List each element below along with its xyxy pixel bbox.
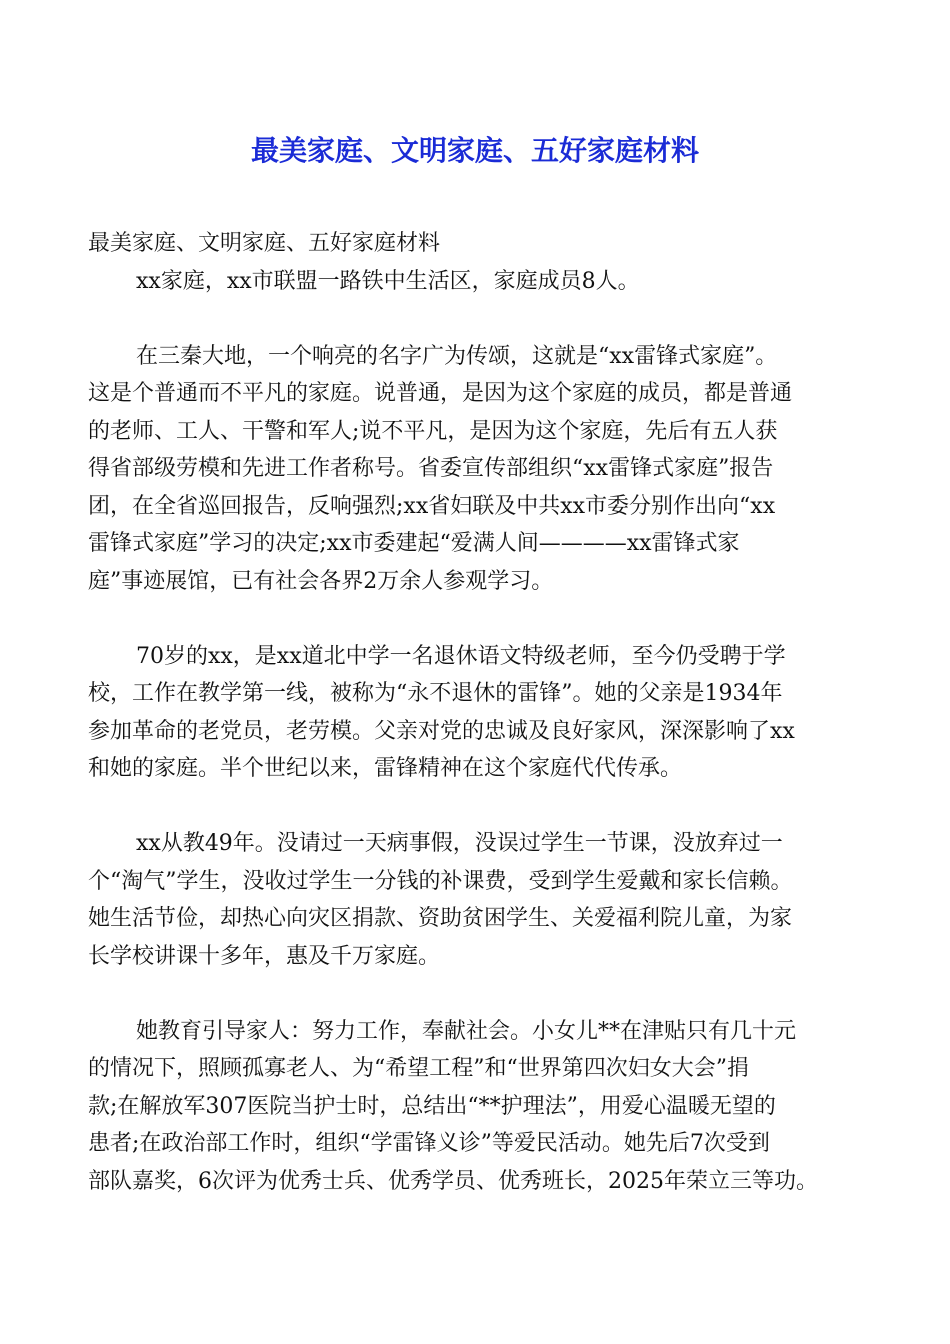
document-subtitle: 最美家庭、文明家庭、五好家庭材料: [88, 231, 441, 256]
paragraph-1: [88, 338, 868, 601]
paragraph-line: 个“淘气”学生，没收过学生一分钱的补课费，受到学生爱戴和家长信赖。: [88, 868, 793, 894]
paragraph-line: 患者;在政治部工作时，组织“学雷锋义诊”等爱民活动。她先后7次受到: [88, 1131, 770, 1156]
paragraph-line: 和她的家庭。半个世纪以来，雷锋精神在这个家庭代代传承。: [88, 756, 683, 781]
paragraph-line: xx从教49年。没请过一天病事假，没误过学生一节课，没放弃过一: [136, 831, 783, 856]
paragraph-line: 参加革命的老党员，老劳模。父亲对党的忠诚及良好家风，深深影响了xx: [88, 718, 795, 744]
paragraph-line: 雷锋式家庭”学习的决定;xx市委建起“爱满人间————xx雷锋式家: [88, 531, 740, 556]
paragraph-line: 得省部级劳模和先进工作者称号。省委宣传部组织“xx雷锋式家庭”报告: [88, 456, 774, 481]
paragraph-line: 的情况下，照顾孤寡老人、为“希望工程”和“世界第四次妇女大会”捐: [88, 1056, 749, 1081]
paragraph-line: 款;在解放军307医院当护士时，总结出“**护理法”，用爱心温暖无望的: [88, 1093, 776, 1119]
document-body: [88, 225, 868, 1200]
paragraph-line: 团，在全省巡回报告，反响强烈;xx省妇联及中共xx市委分别作出向“xx: [88, 493, 776, 519]
paragraph-4: [88, 1013, 868, 1201]
paragraph-line: 这是个普通而不平凡的家庭。说普通，是因为这个家庭的成员，都是普通: [88, 381, 793, 406]
paragraph-line: 70岁的xx，是xx道北中学一名退休语文特级老师，至今仍受聘于学: [136, 643, 786, 669]
paragraph-line: 庭”事迹展馆，已有社会各界2万余人参观学习。: [88, 568, 554, 594]
paragraph-line: 部队嘉奖，6次评为优秀士兵、优秀学员、优秀班长，2025年荣立三等功。: [88, 1168, 818, 1194]
paragraph-2: [88, 638, 868, 788]
intro-line: xx家庭，xx市联盟一路铁中生活区，家庭成员8人。: [136, 268, 640, 294]
paragraph-line: 她生活节俭，却热心向灾区捐款、资助贫困学生、关爱福利院儿童，为家: [88, 906, 793, 931]
document-title: 最美家庭、文明家庭、五好家庭材料: [250, 134, 699, 167]
paragraph-3: [88, 825, 868, 975]
paragraph-line: 的老师、工人、干警和军人;说不平凡，是因为这个家庭，先后有五人获: [88, 418, 778, 444]
paragraph-line: 在三秦大地，一个响亮的名字广为传颂，这就是“xx雷锋式家庭”。: [136, 343, 778, 369]
paragraph-line: 校，工作在教学第一线，被称为“永不退休的雷锋”。她的父亲是1934年: [88, 681, 783, 706]
paragraph-line: 长学校讲课十多年，惠及千万家庭。: [88, 943, 441, 969]
paragraph-line: 她教育引导家人：努力工作，奉献社会。小女儿**在津贴只有几十元: [136, 1018, 797, 1044]
